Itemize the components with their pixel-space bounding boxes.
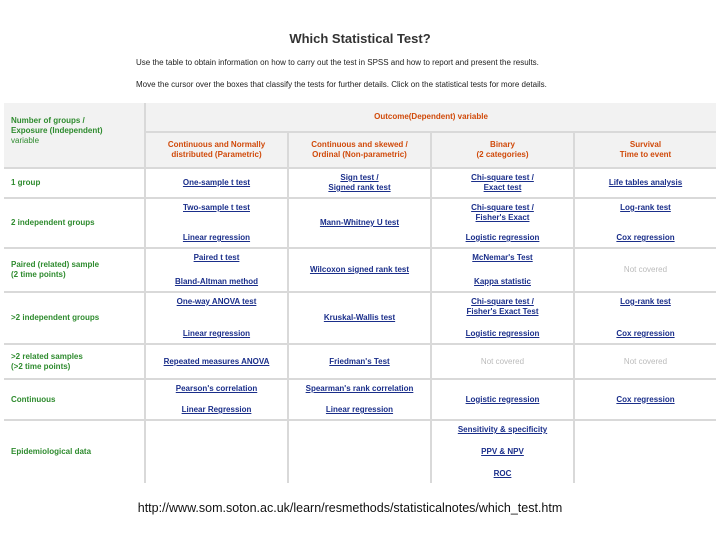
table-cell [289,380,430,419]
row-label-more-than-2-related-samples[interactable] [4,345,144,378]
table-cell [432,249,573,291]
row-label-line: >2 related samples [11,351,83,361]
test-link[interactable]: Cox regression [616,233,675,242]
table-cell [289,199,430,247]
intro-text: Use the table to obtain information on how to carry out the test in SPSS and how to report and present the results. [136,58,539,67]
column-header-line: Continuous and skewed / [311,140,408,149]
test-link[interactable]: Linear regression [325,405,394,414]
row-label-more-than-2-independent-groups[interactable] [4,293,144,343]
table-cell [575,199,716,247]
test-link[interactable]: Chi-square test / [471,203,534,212]
row-label-line: 1 group [11,178,41,187]
row-label-line: 2 independent groups [11,218,95,227]
not-covered-label: Not covered [480,356,525,366]
table-cell [289,293,430,343]
statistical-test-table [4,103,716,483]
page-title: Which Statistical Test? [289,31,431,46]
table-cell [432,169,573,197]
table-cell-empty [575,421,716,483]
row-label-paired-sample[interactable] [4,249,144,291]
test-link[interactable]: Two-sample t test [183,203,250,212]
test-link[interactable]: Signed rank test [328,183,391,192]
column-header-line: Binary [490,140,515,149]
test-link[interactable]: Spearman's rank correlation [305,384,414,393]
table-cell [575,345,716,378]
row-label-epidemiological-data[interactable] [4,421,144,483]
test-link[interactable]: One-sample t test [182,178,251,187]
test-link[interactable]: Cox regression [616,329,675,338]
table-cell [575,169,716,197]
row-label-line: Epidemiological data [11,447,92,456]
table-cell [146,249,287,291]
test-link[interactable]: Linear regression [182,329,251,338]
test-link[interactable]: Log-rank test [620,203,671,212]
column-header-non-parametric[interactable] [289,133,430,167]
test-link[interactable]: Chi-square test / [471,297,534,306]
column-header-line: distributed (Parametric) [171,150,262,159]
test-link[interactable]: Wilcoxon signed rank test [309,265,410,274]
test-link[interactable]: Exact test [483,183,522,192]
corner-header[interactable] [4,103,144,167]
table-cell [146,345,287,378]
row-label-1-group[interactable] [4,169,144,197]
table-cell [575,249,716,291]
test-link[interactable]: Chi-square test / [471,173,534,182]
source-url: http://www.som.soton.ac.uk/learn/resmethods/statisticalnotes/which_test.htm [137,501,563,515]
test-link[interactable]: Pearson's correlation [175,384,258,393]
outcome-header[interactable] [146,103,716,131]
corner-line: variable [11,136,40,145]
column-header-line: Ordinal (Non-parametric) [312,150,407,159]
column-header-parametric[interactable] [146,133,287,167]
table-cell [146,169,287,197]
test-link[interactable]: Mann-Whitney U test [319,218,400,227]
corner-line: Number of groups / [11,116,85,125]
test-link[interactable]: Friedman's Test [329,356,390,366]
table-cell-empty [289,421,430,483]
table-cell [146,199,287,247]
not-covered-label: Not covered [623,265,668,274]
row-label-line: Paired (related) sample [11,260,100,269]
table-cell [575,293,716,343]
test-link[interactable]: Log-rank test [620,297,671,306]
test-link[interactable]: Kruskal-Wallis test [323,313,396,322]
row-label-continuous[interactable] [4,380,144,419]
test-link[interactable]: One-way ANOVA test [176,297,257,306]
table-cell [289,169,430,197]
table-cell-empty [146,421,287,483]
test-link[interactable]: Linear regression [182,233,251,242]
corner-line: Exposure (Independent) [11,126,103,135]
column-header-line: Continuous and Normally [167,140,266,149]
column-header-line: Time to event [619,150,672,159]
row-label-line: Continuous [11,394,56,404]
table-cell [432,380,573,419]
table-cell [146,380,287,419]
test-link[interactable]: Fisher's Exact [475,213,530,222]
not-covered-label: Not covered [623,356,668,366]
column-header-line: Survival [629,140,662,149]
row-label-line: (2 time points) [11,270,66,279]
table-cell [575,380,716,419]
table-cell [289,249,430,291]
test-link[interactable]: Sensitivity & specificity [457,425,548,434]
table-cell [432,199,573,247]
column-header-survival[interactable] [575,133,716,167]
test-link[interactable]: Sign test / [340,173,379,182]
test-link[interactable]: Life tables analysis [608,178,683,187]
column-header-line: (2 categories) [476,150,529,159]
test-link[interactable]: Repeated measures ANOVA [163,356,270,366]
test-link[interactable]: McNemar's Test [472,253,533,262]
column-header-binary[interactable] [432,133,573,167]
intro-text: Move the cursor over the boxes that classify the tests for further details. Click on the statistical tests for more details. [136,80,547,89]
test-link[interactable]: Linear Regression [181,405,252,414]
test-link[interactable]: Cox regression [616,394,675,404]
row-label-line: (>2 time points) [11,361,71,371]
test-link[interactable]: Bland-Altman method [174,277,259,286]
table-cell [432,345,573,378]
test-link[interactable]: PPV & NPV [481,447,524,456]
test-link[interactable]: Logistic regression [465,329,540,338]
test-link[interactable]: Fisher's Exact Test [466,307,539,316]
test-link[interactable]: Logistic regression [465,233,540,242]
table-cell [432,293,573,343]
test-link[interactable]: Paired t test [193,253,240,262]
row-label-line: >2 independent groups [11,313,100,322]
row-label-2-independent-groups[interactable] [4,199,144,247]
test-link[interactable]: ROC [493,469,512,478]
table-cell [146,293,287,343]
table-cell [432,421,573,483]
test-link[interactable]: Logistic regression [465,394,540,404]
test-link[interactable]: Kappa statistic [474,277,531,286]
outcome-header-label: Outcome(Dependent) variable [374,112,488,121]
table-cell [289,345,430,378]
